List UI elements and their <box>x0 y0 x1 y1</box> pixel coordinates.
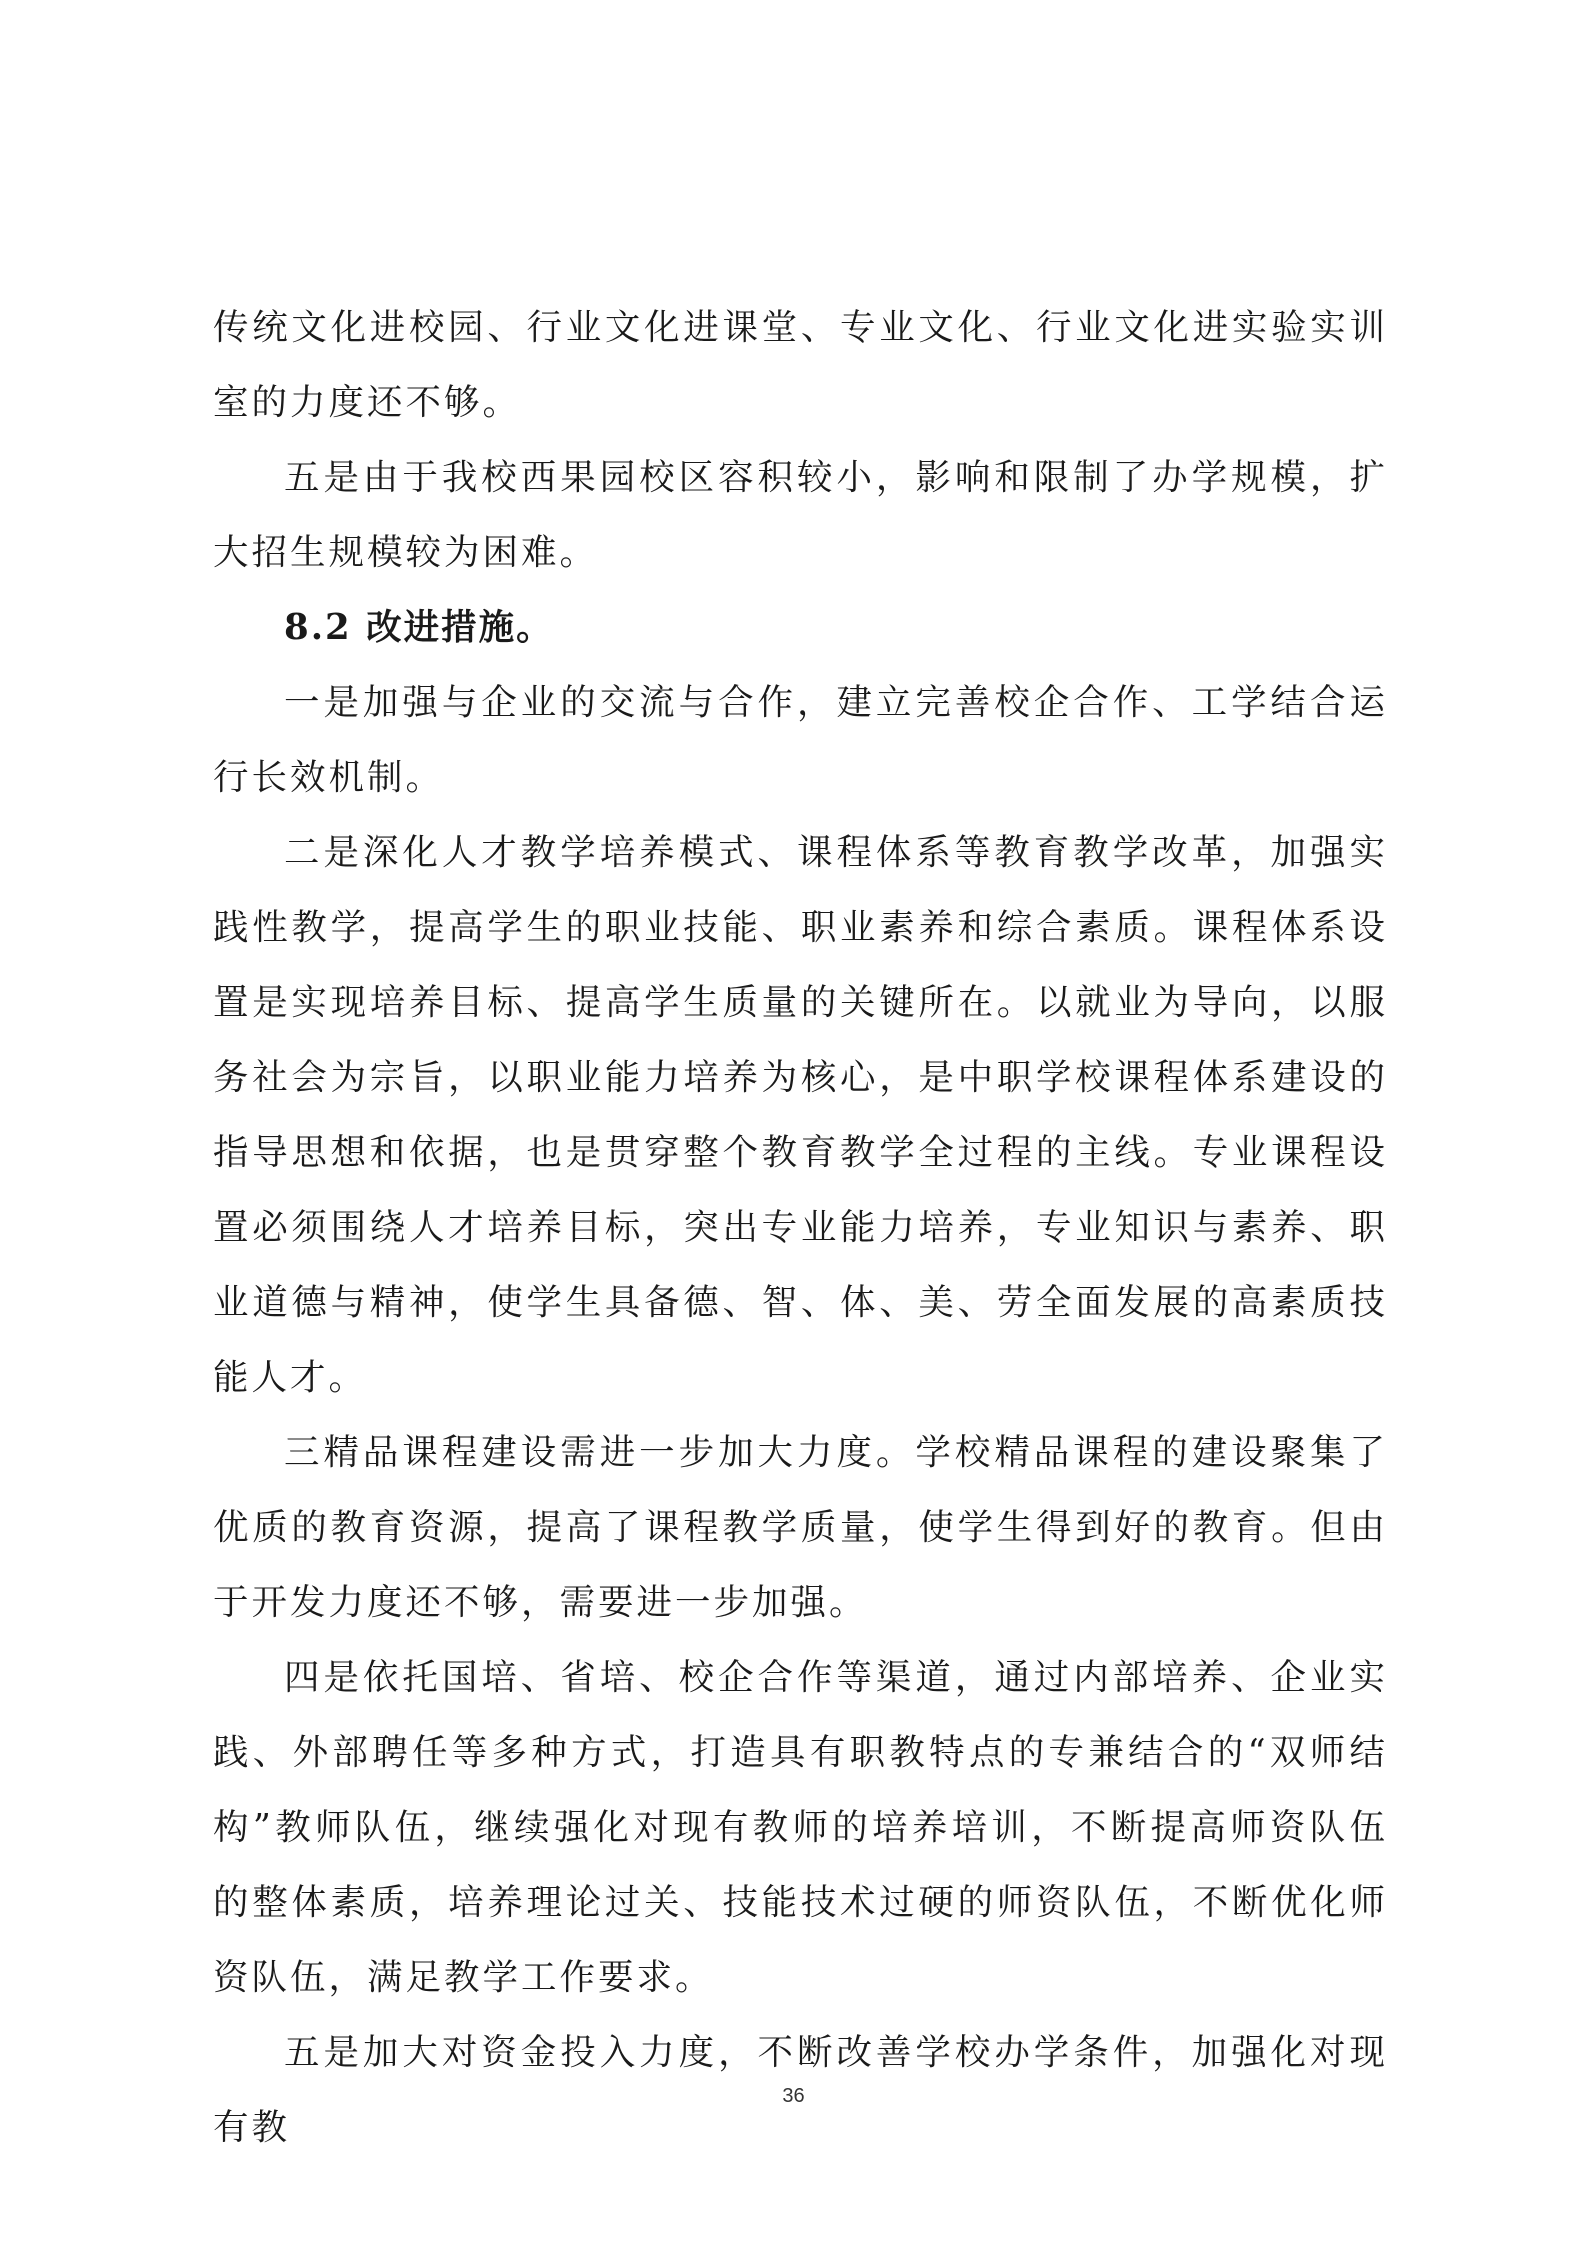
paragraph-teaching-reform: 二是深化人才教学培养模式、课程体系等教育教学改革，加强实践性教学，提高学生的职业技能、职业素养和综合素质。课程体系设置是实现培养目标、提高学生质量的关键所在。以就业为导向，以服务社会为宗旨，以职业能力培养为核心，是中职学校课程体系建设的指导思想和依据，也是贯穿整个教育教学全过程的主线。专业课程设置必须围绕人才培养目标，突出专业能力培养，专业知识与素养、职业道德与精神，使学生具备德、智、体、美、劳全面发展的高素质技能人才。 <box>213 832 1388 1398</box>
paragraph-enterprise-cooperation: 一是加强与企业的交流与合作，建立完善校企合作、工学结合运行长效机制。 <box>213 682 1388 798</box>
paragraph-continuation: 传统文化进校园、行业文化进课堂、专业文化、行业文化进实验实训室的力度还不够。 <box>213 307 1388 423</box>
paragraph-funding: 五是加大对资金投入力度，不断改善学校办学条件，加强化对现有教 <box>213 2032 1388 2148</box>
paragraph-teacher-training: 四是依托国培、省培、校企合作等渠道，通过内部培养、企业实践、外部聘任等多种方式，打造具有职教特点的专兼结合的“双师结构”教师队伍，继续强化对现有教师的培养培训，不断提高师资队伍的整体素质，培养理论过关、技能技术过硬的师资队伍，不断优化师资队伍，满足教学工作要求。 <box>213 1657 1388 1998</box>
page-number: 36 <box>782 2085 805 2107</box>
paragraph-campus-capacity: 五是由于我校西果园校区容积较小，影响和限制了办学规模，扩大招生规模较为困难。 <box>213 457 1388 573</box>
body-text <box>213 290 1388 2165</box>
paragraph-quality-courses: 三精品课程建设需进一步加大力度。学校精品课程的建设聚集了优质的教育资源，提高了课程教学质量，使学生得到好的教育。但由于开发力度还不够，需要进一步加强。 <box>213 1432 1388 1623</box>
section-heading: 8.2 改进措施。 <box>284 607 554 648</box>
